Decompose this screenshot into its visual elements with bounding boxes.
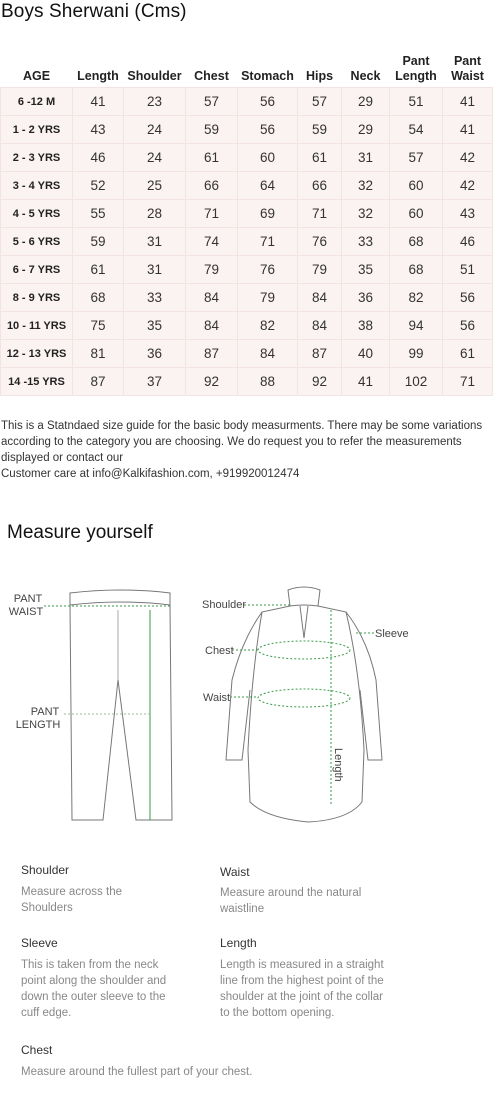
measurement-cell: 76 [238, 256, 298, 284]
age-cell: 8 - 9 YRS [1, 284, 73, 312]
measurement-cell: 42 [443, 144, 493, 172]
column-header [238, 44, 298, 88]
waist-label: Waist [203, 692, 231, 704]
table-row [1, 340, 493, 368]
measurement-cell: 76 [298, 228, 342, 256]
measurement-cell: 60 [390, 200, 443, 228]
measurement-cell: 23 [124, 88, 186, 116]
waist-desc-title: Waist [220, 865, 250, 879]
shoulder-desc-body [21, 884, 122, 916]
desc-line: point along the shoulder and [21, 975, 167, 987]
desc-line: Measure around the natural [220, 887, 362, 899]
measurement-cell: 24 [124, 116, 186, 144]
table-row [1, 312, 493, 340]
measurement-cell: 56 [443, 312, 493, 340]
table-row [1, 144, 493, 172]
note-line: This is a Statndaed size guide for the basic body measurments. There may be some variations [1, 420, 483, 432]
pant-length-label: PANT [30, 706, 60, 718]
measurement-cell: 61 [186, 144, 238, 172]
desc-line: Measure around the fullest part of your chest. [21, 1066, 253, 1078]
column-header-label: AGE [22, 69, 51, 83]
measurement-cell: 55 [73, 200, 124, 228]
measurement-cell: 51 [443, 256, 493, 284]
length-label: Length [332, 748, 344, 782]
measurement-cell: 57 [298, 88, 342, 116]
measurement-cell: 92 [298, 368, 342, 396]
age-cell: 5 - 6 YRS [1, 228, 73, 256]
measurement-cell: 41 [443, 88, 493, 116]
pant-waist-label: PANT [13, 593, 43, 605]
measurement-cell: 79 [238, 284, 298, 312]
page-title: Boys Sherwani (Cms) [1, 1, 187, 22]
table-row [1, 368, 493, 396]
measurement-cell: 29 [342, 88, 390, 116]
measurement-cell: 59 [186, 116, 238, 144]
note-contact-line: Customer care at info@Kalkifashion.com, +919920012474 [1, 468, 300, 480]
measurement-cell: 42 [443, 172, 493, 200]
table-row [1, 284, 493, 312]
measurement-cell: 31 [124, 256, 186, 284]
shoulder-desc-title: Shoulder [21, 863, 70, 877]
measurement-cell: 84 [238, 340, 298, 368]
measurement-cell: 102 [390, 368, 443, 396]
column-header-label: Neck [350, 69, 381, 83]
measurement-cell: 57 [186, 88, 238, 116]
chest-measure-ellipse [258, 641, 350, 659]
age-cell: 3 - 4 YRS [1, 172, 73, 200]
desc-line: cuff edge. [21, 1007, 72, 1019]
measurement-cell: 94 [390, 312, 443, 340]
measurement-cell: 82 [238, 312, 298, 340]
table-row [1, 88, 493, 116]
note-line: according to the category you are choosing. We do request you to refer the measurements [1, 436, 462, 448]
measurement-cell: 40 [342, 340, 390, 368]
column-header [186, 44, 238, 88]
measurement-cell: 46 [443, 228, 493, 256]
measurement-cell: 25 [124, 172, 186, 200]
column-header [390, 44, 443, 88]
measurement-cell: 79 [298, 256, 342, 284]
table-row [1, 200, 493, 228]
desc-line: Shoulders [21, 902, 73, 914]
desc-line: shoulder at the joint of the collar [220, 991, 384, 1003]
column-header-label: Shoulder [127, 69, 182, 83]
measurement-cell: 66 [298, 172, 342, 200]
measurement-cell: 52 [73, 172, 124, 200]
measurement-cell: 35 [342, 256, 390, 284]
measurement-cell: 56 [443, 284, 493, 312]
desc-line: to the bottom opening. [220, 1007, 335, 1019]
measurement-cell: 60 [390, 172, 443, 200]
measurement-cell: 54 [390, 116, 443, 144]
sleeve-desc-title: Sleeve [21, 936, 58, 950]
waist-measure-ellipse [258, 689, 350, 707]
column-header-label: Stomach [241, 69, 294, 83]
age-cell: 6 -12 M [1, 88, 73, 116]
measurement-cell: 87 [73, 368, 124, 396]
desc-line: Measure across the [21, 886, 122, 898]
measurement-cell: 31 [124, 228, 186, 256]
sleeve-desc-body [21, 957, 166, 1021]
column-header-label: Hips [305, 69, 334, 83]
column-header-label: Pant [402, 54, 430, 68]
measurement-cell: 81 [73, 340, 124, 368]
measurement-cell: 69 [238, 200, 298, 228]
measurement-cell: 64 [238, 172, 298, 200]
age-cell: 14 -15 YRS [1, 368, 73, 396]
measurement-cell: 29 [342, 116, 390, 144]
measurement-cell: 32 [342, 200, 390, 228]
age-cell: 4 - 5 YRS [1, 200, 73, 228]
column-header [342, 44, 390, 88]
measurement-cell: 46 [73, 144, 124, 172]
length-desc-title: Length [220, 936, 257, 950]
measurement-cell: 59 [298, 116, 342, 144]
table-row [1, 116, 493, 144]
measurement-cell: 87 [298, 340, 342, 368]
measurement-cell: 87 [186, 340, 238, 368]
measurement-cell: 28 [124, 200, 186, 228]
age-cell: 6 - 7 YRS [1, 256, 73, 284]
column-header-label: Length [77, 69, 119, 83]
measurement-cell: 37 [124, 368, 186, 396]
measurement-cell: 24 [124, 144, 186, 172]
measurement-cell: 33 [342, 228, 390, 256]
measurement-cell: 84 [186, 284, 238, 312]
desc-line: Length is measured in a straight [220, 959, 384, 971]
age-cell: 10 - 11 YRS [1, 312, 73, 340]
measurement-cell: 56 [238, 116, 298, 144]
age-cell: 1 - 2 YRS [1, 116, 73, 144]
measurement-cell: 61 [73, 256, 124, 284]
measurement-cell: 61 [443, 340, 493, 368]
measurement-cell: 99 [390, 340, 443, 368]
chest-desc-body [21, 1064, 252, 1080]
measurement-cell: 92 [186, 368, 238, 396]
measurement-diagram [0, 580, 498, 850]
table-header-row [1, 44, 493, 88]
measurement-cell: 41 [443, 116, 493, 144]
measurement-cell: 71 [298, 200, 342, 228]
measurement-cell: 60 [238, 144, 298, 172]
measurement-cell: 41 [342, 368, 390, 396]
shoulder-label: Shoulder [202, 599, 247, 611]
chest-desc-title: Chest [21, 1043, 53, 1057]
measurement-cell: 79 [186, 256, 238, 284]
desc-line: This is taken from the neck [21, 959, 159, 971]
chest-label: Chest [205, 645, 234, 657]
measurement-cell: 68 [390, 256, 443, 284]
column-header-label: Chest [194, 69, 229, 83]
measurement-cell: 61 [298, 144, 342, 172]
measurement-cell: 32 [342, 172, 390, 200]
waist-desc-body [220, 885, 361, 917]
desc-line: down the outer sleeve to the [21, 991, 166, 1003]
measurement-cell: 82 [390, 284, 443, 312]
column-header-age [1, 44, 73, 88]
measurement-cell: 71 [186, 200, 238, 228]
table-row [1, 228, 493, 256]
measurement-cell: 59 [73, 228, 124, 256]
measurement-cell: 84 [298, 284, 342, 312]
measurement-cell: 41 [73, 88, 124, 116]
pant-length-label: LENGTH [15, 719, 61, 731]
measurement-cell: 66 [186, 172, 238, 200]
size-guide-note [1, 418, 496, 482]
column-header [298, 44, 342, 88]
measurement-cell: 84 [186, 312, 238, 340]
age-cell: 2 - 3 YRS [1, 144, 73, 172]
measurement-cell: 57 [390, 144, 443, 172]
measurement-cell: 71 [238, 228, 298, 256]
column-header [443, 44, 493, 88]
measurement-cell: 56 [238, 88, 298, 116]
measurement-cell: 88 [238, 368, 298, 396]
note-line: displayed or contact our [1, 452, 124, 464]
measurement-cell: 84 [298, 312, 342, 340]
desc-line: waistline [220, 903, 265, 915]
measurement-cell: 68 [73, 284, 124, 312]
measurement-cell: 74 [186, 228, 238, 256]
pant-illustration [70, 590, 172, 820]
column-header-label: Waist [451, 69, 484, 83]
table-body [1, 88, 493, 396]
measurement-cell: 75 [73, 312, 124, 340]
measurement-cell: 38 [342, 312, 390, 340]
measurement-cell: 33 [124, 284, 186, 312]
column-header-label: Length [395, 69, 437, 83]
desc-line: line from the highest point of the [220, 975, 384, 987]
measurement-cell: 31 [342, 144, 390, 172]
pant-waist-label: WAIST [8, 606, 44, 618]
measurement-cell: 43 [73, 116, 124, 144]
measurement-cell: 36 [124, 340, 186, 368]
sleeve-label: Sleeve [375, 628, 409, 640]
age-cell: 12 - 13 YRS [1, 340, 73, 368]
measurement-cell: 43 [443, 200, 493, 228]
measure-yourself-heading: Measure yourself [7, 522, 153, 543]
measurement-cell: 51 [390, 88, 443, 116]
measurement-cell: 71 [443, 368, 493, 396]
table-row [1, 172, 493, 200]
measurement-cell: 35 [124, 312, 186, 340]
column-header [73, 44, 124, 88]
measurement-cell: 68 [390, 228, 443, 256]
kurta-illustration [226, 587, 382, 822]
column-header [124, 44, 186, 88]
column-header-label: Pant [453, 54, 482, 68]
size-chart-table [0, 44, 493, 396]
measurement-cell: 36 [342, 284, 390, 312]
length-desc-body [220, 957, 384, 1021]
table-row [1, 256, 493, 284]
